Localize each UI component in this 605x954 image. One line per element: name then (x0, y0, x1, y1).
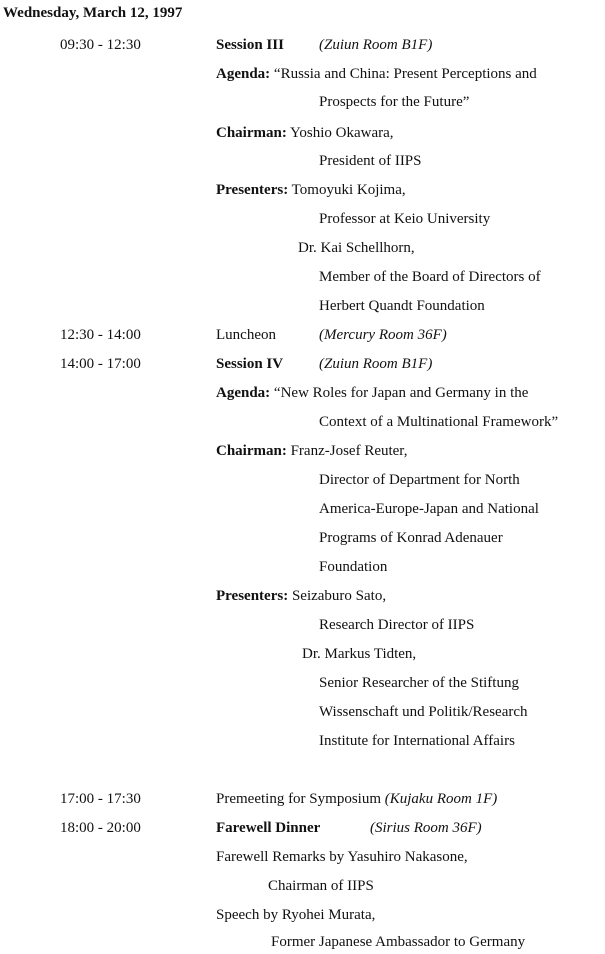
session-4-chairman-title-line3: Programs of Konrad Adenauer (319, 530, 503, 546)
session-4-agenda-line2: Context of a Multinational Framework” (319, 414, 559, 430)
agenda-label: Agenda: (216, 385, 271, 401)
session-3-agenda (216, 65, 537, 83)
session-3-presenter1-title: Professor at Keio University (319, 211, 491, 227)
dinner-room: (Sirius Room 36F) (370, 820, 482, 836)
chairman-label: Chairman: (216, 443, 287, 459)
session-4-chairman-title-line4: Foundation (319, 559, 388, 575)
session-3-chairman (216, 124, 394, 142)
chairman-name: Franz-Josef Reuter, (290, 443, 408, 459)
time-luncheon: 12:30 - 14:00 (60, 327, 141, 343)
session-4-chairman-title-line1: Director of Department for North (319, 472, 520, 488)
session-3-presenter2-name: Dr. Kai Schellhorn, (298, 240, 415, 256)
time-premeeting: 17:00 - 17:30 (60, 791, 141, 807)
premeeting-row (216, 790, 497, 808)
session-4-presenter2-title-line3: Institute for International Affairs (319, 733, 515, 749)
luncheon-title: Luncheon (216, 327, 276, 343)
presenters-label: Presenters: (216, 182, 289, 198)
time-session-4: 14:00 - 17:00 (60, 356, 141, 372)
luncheon-room: (Mercury Room 36F) (319, 327, 447, 343)
session-3-presenter2-title-line2: Herbert Quandt Foundation (319, 298, 485, 314)
session-4-presenters (216, 587, 386, 605)
session-3-room: (Zuiun Room B1F) (319, 37, 433, 53)
chairman-label: Chairman: (216, 125, 287, 141)
chairman-name: Yoshio Okawara, (290, 125, 394, 141)
presenters-label: Presenters: (216, 588, 289, 604)
premeeting-text: Premeeting for Symposium (216, 791, 381, 807)
session-4-presenter2-title-line1: Senior Researcher of the Stiftung (319, 675, 519, 691)
session-4-title: Session IV (216, 356, 284, 372)
session-4-presenter2-title-line2: Wissenschaft und Politik/Research (319, 704, 528, 720)
presenter-name: Seizaburo Sato, (291, 588, 387, 604)
time-dinner: 18:00 - 20:00 (60, 820, 141, 836)
agenda-text: “New Roles for Japan and Germany in the (273, 385, 529, 401)
premeeting-room: (Kujaku Room 1F) (384, 791, 498, 807)
session-4-room: (Zuiun Room B1F) (319, 356, 433, 372)
session-3-agenda-line2: Prospects for the Future” (319, 94, 470, 110)
session-4-agenda (216, 384, 528, 402)
dinner-title: Farewell Dinner (216, 820, 321, 836)
session-4-presenter1-title: Research Director of IIPS (319, 617, 475, 633)
dinner-remarks-title: Chairman of IIPS (268, 878, 374, 894)
session-3-chairman-title: President of IIPS (319, 153, 422, 169)
agenda-label: Agenda: (216, 66, 271, 82)
date-heading: Wednesday, March 12, 1997 (3, 5, 183, 21)
session-3-presenter2-title-line1: Member of the Board of Directors of (319, 269, 541, 285)
session-4-presenter2-name: Dr. Markus Tidten, (302, 646, 417, 662)
dinner-remarks: Farewell Remarks by Yasuhiro Nakasone, (216, 849, 468, 865)
agenda-text: “Russia and China: Present Perceptions and (273, 66, 537, 82)
presenter-name: Tomoyuki Kojima, (291, 182, 406, 198)
dinner-speech: Speech by Ryohei Murata, (216, 907, 376, 923)
session-4-chairman (216, 442, 407, 460)
session-4-chairman-title-line2: America-Europe-Japan and National (319, 501, 539, 517)
session-3-presenters (216, 181, 406, 199)
dinner-speech-title: Former Japanese Ambassador to Germany (271, 934, 526, 950)
session-3-title: Session III (216, 37, 284, 53)
time-session-3: 09:30 - 12:30 (60, 37, 141, 53)
